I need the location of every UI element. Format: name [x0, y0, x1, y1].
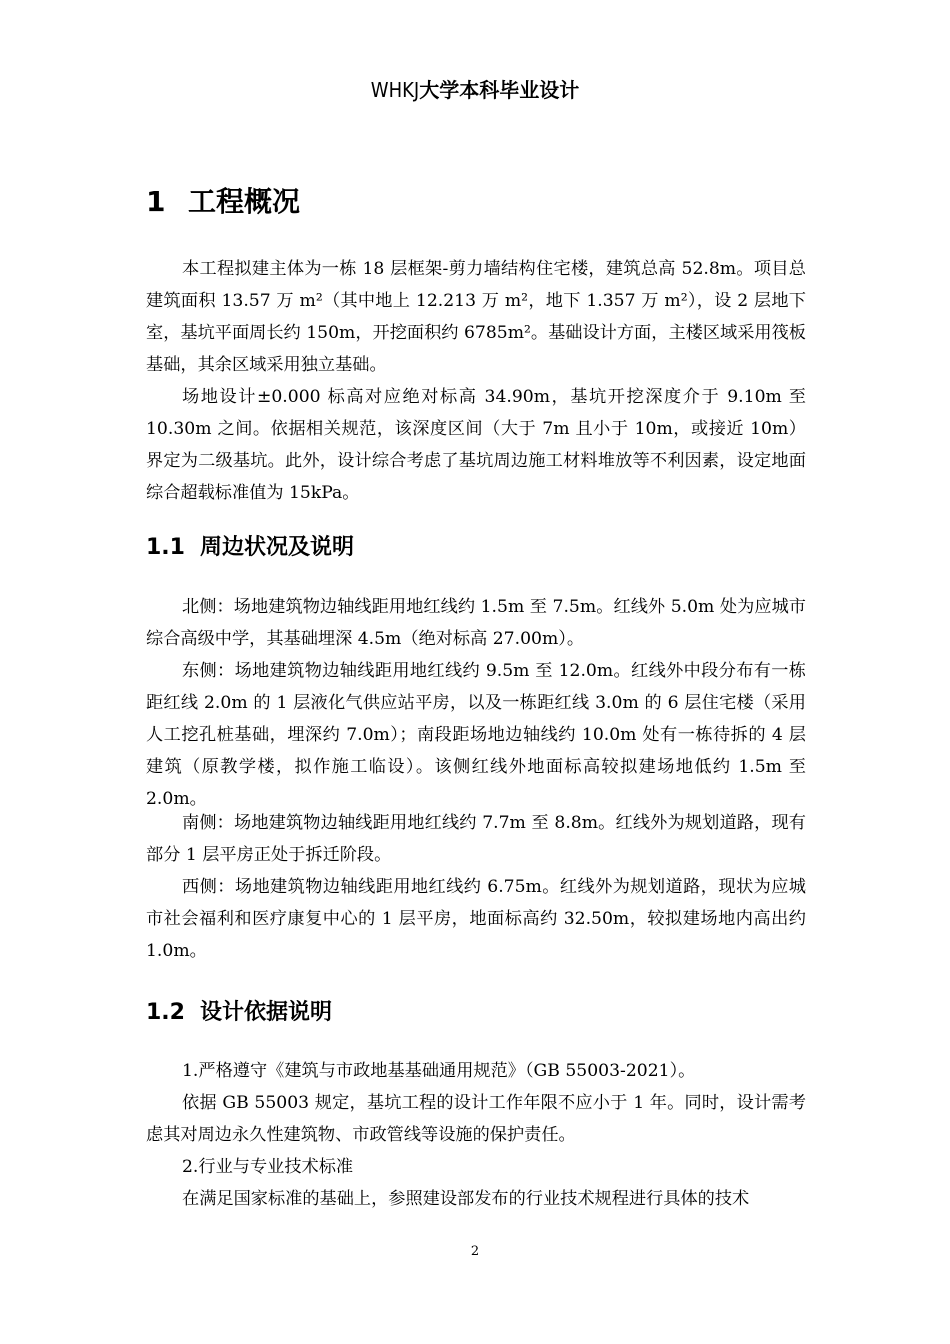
- page-number: 2: [470, 1244, 480, 1259]
- paragraph: 东侧：场地建筑物边轴线距用地红线约 9.5m 至 12.0m。红线外中段分布有一栋距红线 2.0m 的 1 层液化气供应站平房，以及一栋距红线 3.0m 的 6 层住宅楼（采用人工挖孔桩基础，埋深约 7.0m）；南段距场地边轴线约 10.0m 处有一栋待拆的 4 层建筑（原教学楼，拟作施工临设）。该侧红线外地面标高较拟建场地低约 1.5m 至 2.0m。: [146, 661, 806, 809]
- section-title: 工程概况: [188, 185, 301, 218]
- page-header: [0, 74, 950, 103]
- header-latin: WHKJ: [370, 78, 420, 102]
- paragraph: 场地设计±0.000 标高对应绝对标高 34.90m，基坑开挖深度介于 9.10m 至 10.30m 之间。依据相关规范，该深度区间（大于 7m 且小于 10m，或接近 10m）界定为二级基坑。此外，设计综合考虑了基坑周边施工材料堆放等不利因素，设定地面综合超载标准值为 15kPa。: [146, 387, 806, 503]
- paragraph: 西侧：场地建筑物边轴线距用地红线约 6.75m。红线外为规划道路，现状为应城市社会福利和医疗康复中心的 1 层平房，地面标高约 32.50m，较拟建场地内高出约 1.0m。: [146, 877, 806, 961]
- paragraph: 北侧：场地建筑物边轴线距用地红线约 1.5m 至 7.5m。红线外 5.0m 处为应城市综合高级中学，其基础埋深 4.5m（绝对标高 27.00m）。: [146, 597, 806, 649]
- paragraph: 在满足国家标准的基础上，参照建设部发布的行业技术规程进行具体的技术: [182, 1189, 750, 1209]
- paragraph: 1.严格遵守《建筑与市政地基基础通用规范》（GB 55003-2021）。: [182, 1061, 696, 1081]
- section-heading-1: [146, 180, 300, 220]
- section-number: 1.1: [146, 535, 185, 560]
- section-heading-1-1: [146, 530, 354, 561]
- paragraph: 本工程拟建主体为一栋 18 层框架-剪力墙结构住宅楼，建筑总高 52.8m。项目总建筑面积 13.57 万 m²（其中地上 12.213 万 m²，地下 1.357 万 m²），设 2 层地下室，基坑平面周长约 150m，开挖面积约 6785m²。基础设计方面，主楼区域采用筏板基础，其余区域采用独立基础。: [146, 259, 806, 375]
- paragraph: 2.行业与专业技术标准: [182, 1157, 354, 1177]
- section-number: 1.2: [146, 1000, 185, 1025]
- section-title: 设计依据说明: [200, 1000, 333, 1025]
- paragraph: 依据 GB 55003 规定，基坑工程的设计工作年限不应小于 1 年。同时，设计需考虑其对周边永久性建筑物、市政管线等设施的保护责任。: [146, 1093, 806, 1145]
- paragraph: 南侧：场地建筑物边轴线距用地红线约 7.7m 至 8.8m。红线外为规划道路，现有部分 1 层平房正处于拆迁阶段。: [146, 813, 806, 865]
- header-title: 大学本科毕业设计: [419, 78, 580, 102]
- section-title: 周边状况及说明: [200, 535, 355, 560]
- section-number: 1: [146, 185, 166, 218]
- section-heading-1-2: [146, 995, 332, 1026]
